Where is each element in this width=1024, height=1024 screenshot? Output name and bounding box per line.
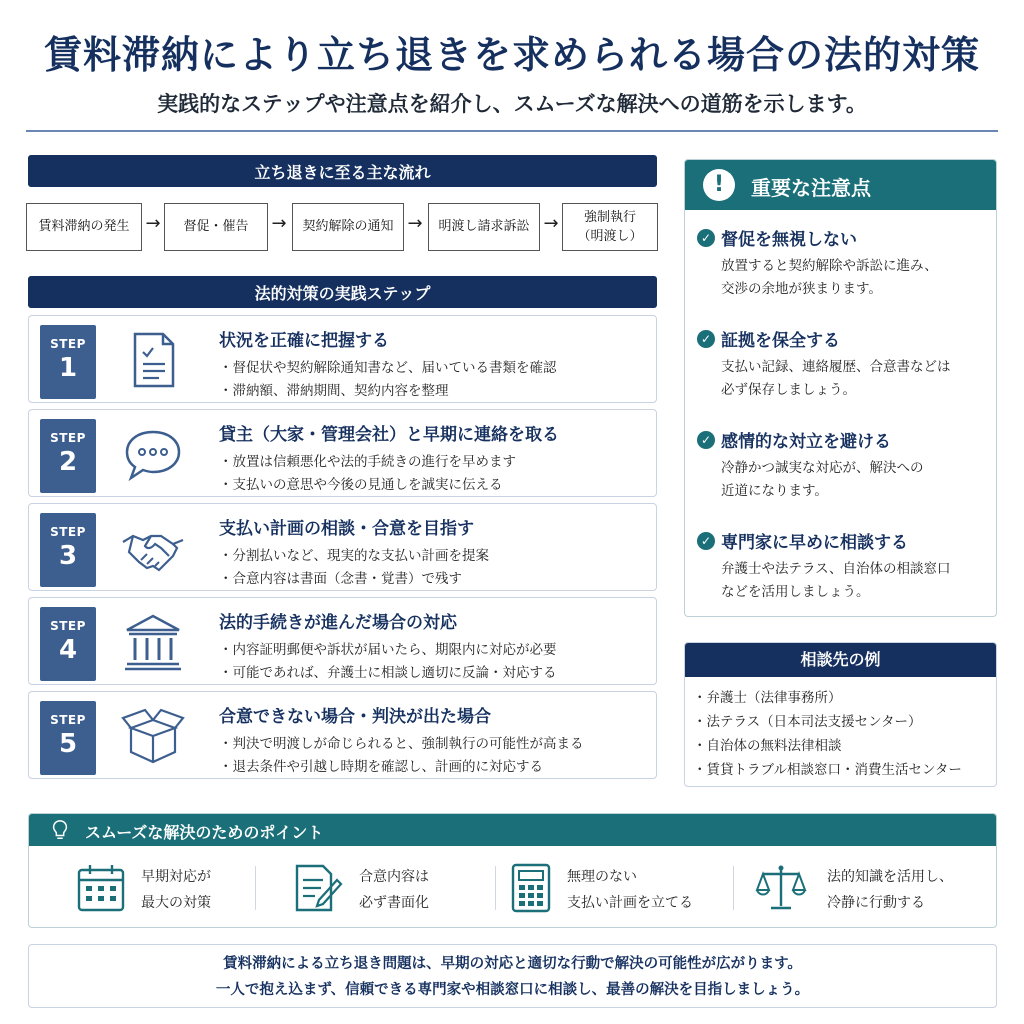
step-card-1 xyxy=(28,315,657,403)
courthouse-icon xyxy=(121,610,185,674)
flow-step: 督促・催告 xyxy=(164,203,268,251)
check-circle-icon: ✓ xyxy=(697,431,715,449)
step-title: 状況を正確に把握する xyxy=(219,331,389,351)
notice-item-title: 感情的な対立を避ける xyxy=(721,432,891,452)
step-card-3 xyxy=(28,503,657,591)
speech-bubble-icon xyxy=(121,422,185,486)
point-text: 合意内容は 必ず書面化 xyxy=(359,869,429,911)
consult-item: ・賃貸トラブル相談窓口・消費生活センター xyxy=(693,762,962,778)
footer-message: 賃料滞納による立ち退き問題は、早期の対応と適切な行動で解決の可能性が広がります。 一人で抱え込まず、信頼できる専門家や相談窓口に相談し、最善の解決を目指しましょう。 xyxy=(28,944,997,1008)
step-bullet: ・退去条件や引越し時期を確認し、計画的に対応する xyxy=(219,759,543,775)
arrow-right-icon: → xyxy=(543,213,559,234)
step-bullet: ・可能であれば、弁護士に相談し適切に反論・対応する xyxy=(219,665,557,681)
step-title: 合意できない場合・判決が出た場合 xyxy=(219,707,491,727)
document-icon xyxy=(121,328,185,392)
consult-item: ・自治体の無料法律相談 xyxy=(693,738,842,754)
points-header xyxy=(29,814,996,846)
consult-panel xyxy=(684,642,997,787)
point-text: 法的知識を活用し、 冷静に行動する xyxy=(827,869,953,911)
notice-title: 重要な注意点 xyxy=(751,176,871,200)
arrow-right-icon: → xyxy=(145,213,161,234)
step-bullet: ・内容証明郵便や訴状が届いたら、期限内に対応が必要 xyxy=(219,642,557,658)
document-pen-icon xyxy=(291,862,343,914)
flow-heading: 立ち退きに至る主な流れ xyxy=(28,155,657,187)
flow-step: 強制執行 （明渡し） xyxy=(562,203,658,251)
step-card-5 xyxy=(28,691,657,779)
exclamation-icon: ! xyxy=(703,169,735,201)
flow-step: 契約解除の通知 xyxy=(292,203,404,251)
notice-item-text: 弁護士や法テラス、自治体の相談窓口 などを活用しましょう。 xyxy=(721,561,951,600)
notice-item-text: 放置すると契約解除や訴訟に進み、 交渉の余地が狭まります。 xyxy=(721,258,938,297)
point-text: 無理のない 支払い計画を立てる xyxy=(567,869,693,911)
page-subtitle: 実践的なステップや注意点を紹介し、スムーズな解決への道筋を示します。 xyxy=(157,92,867,116)
step-bullet: ・支払いの意思や今後の見通しを誠実に伝える xyxy=(219,477,503,493)
box-icon xyxy=(121,704,185,768)
separator xyxy=(733,866,734,910)
handshake-icon xyxy=(121,516,185,580)
step-bullet: ・放置は信頼悪化や法的手続きの進行を早めます xyxy=(219,454,516,470)
flow-step: 明渡し請求訴訟 xyxy=(428,203,540,251)
consult-item: ・法テラス（日本司法支援センター） xyxy=(693,714,922,730)
step-badge: STEP 5 xyxy=(40,701,96,775)
scales-icon xyxy=(755,862,807,914)
separator xyxy=(495,866,496,910)
step-badge: STEP 1 xyxy=(40,325,96,399)
notice-item-text: 支払い記録、連絡履歴、合意書などは 必ず保存しましょう。 xyxy=(721,359,951,398)
notice-item-title: 証拠を保全する xyxy=(721,331,840,351)
step-title: 法的手続きが進んだ場合の対応 xyxy=(219,613,457,633)
points-panel xyxy=(28,813,997,928)
calculator-icon xyxy=(505,862,557,914)
step-bullet: ・督促状や契約解除通知書など、届いている書類を確認 xyxy=(219,360,557,376)
step-title: 貸主（大家・管理会社）と早期に連絡を取る xyxy=(219,425,559,445)
arrow-right-icon: → xyxy=(407,213,423,234)
check-circle-icon: ✓ xyxy=(697,229,715,247)
check-circle-icon: ✓ xyxy=(697,532,715,550)
step-badge: STEP 3 xyxy=(40,513,96,587)
notice-item-text: 冷静かつ誠実な対応が、解決への 近道になります。 xyxy=(721,460,924,499)
notice-header xyxy=(685,160,996,210)
step-badge: STEP 2 xyxy=(40,419,96,493)
separator xyxy=(255,866,256,910)
step-badge: STEP 4 xyxy=(40,607,96,681)
step-bullet: ・滞納額、滞納期間、契約内容を整理 xyxy=(219,383,449,399)
consult-item: ・弁護士（法律事務所） xyxy=(693,690,842,706)
step-card-2 xyxy=(28,409,657,497)
arrow-right-icon: → xyxy=(271,213,287,234)
step-card-4 xyxy=(28,597,657,685)
points-title: スムーズな解決のためのポイント xyxy=(85,823,324,842)
step-bullet: ・合意内容は書面（念書・覚書）で残す xyxy=(219,571,462,587)
page-title: 賃料滞納により立ち退きを求められる場合の法的対策 xyxy=(43,33,980,77)
step-bullet: ・分割払いなど、現実的な支払い計画を提案 xyxy=(219,548,489,564)
calendar-icon xyxy=(75,862,127,914)
divider xyxy=(26,130,998,132)
consult-title: 相談先の例 xyxy=(685,643,996,677)
point-text: 早期対応が 最大の対策 xyxy=(141,869,211,911)
check-circle-icon: ✓ xyxy=(697,330,715,348)
step-bullet: ・判決で明渡しが命じられると、強制執行の可能性が高まる xyxy=(219,736,584,752)
step-title: 支払い計画の相談・合意を目指す xyxy=(219,519,474,539)
notice-item-title: 専門家に早めに相談する xyxy=(721,533,908,553)
notice-item-title: 督促を無視しない xyxy=(721,230,857,250)
notice-panel xyxy=(684,159,997,617)
flow-step: 賃料滞納の発生 xyxy=(26,203,142,251)
lightbulb-icon xyxy=(49,819,71,841)
steps-heading: 法的対策の実践ステップ xyxy=(28,276,657,308)
